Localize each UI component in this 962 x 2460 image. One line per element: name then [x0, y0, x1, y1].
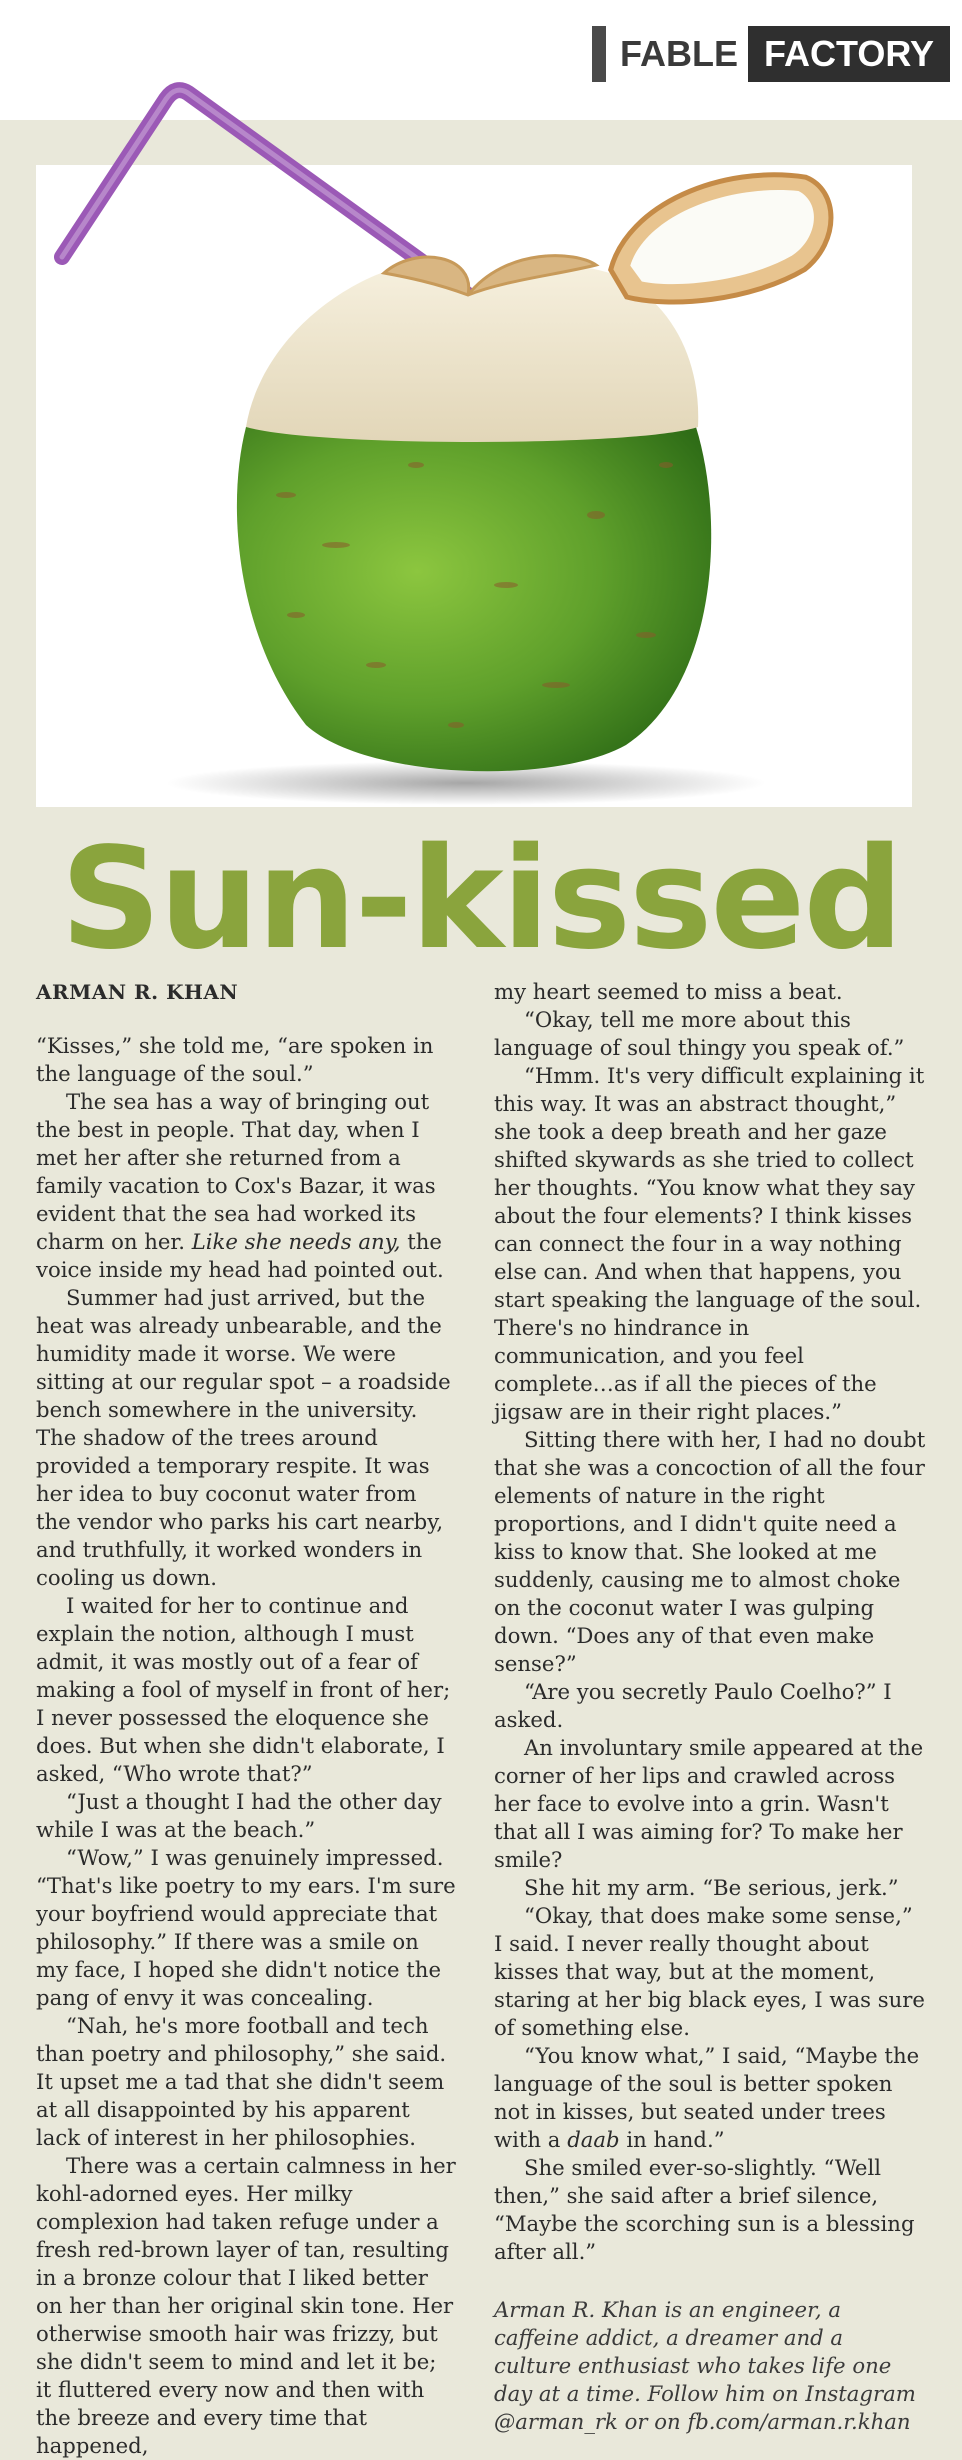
article-column-right — [494, 978, 926, 2436]
top-banner — [0, 0, 962, 120]
brand-factory: FACTORY — [748, 26, 950, 82]
paragraph: “Hmm. It's very difficult explaining it this way. It was an abstract thought,” she took a deep breath and her gaze shifted skywards as she tried to collect her thoughts. “You know what they say about the four elements? I think kisses can connect the four in a way nothing else can. And when that happens, you start speaking the language of the soul. There's no hindrance in communication, and you feel complete…as if all the pieces of the jigsaw are in their right places.” — [494, 1063, 925, 1424]
paragraph: She hit my arm. “Be serious, jerk.” — [524, 1875, 899, 1900]
coconut-photo — [36, 165, 912, 807]
coconut-lid — [597, 160, 843, 319]
article-title: Sun-kissed — [60, 818, 902, 981]
paragraph: “You know what,” I said, “Maybe the language of the soul is better spoken not in kisses, but seated under trees with a daab in hand.” — [494, 2043, 920, 2152]
paragraph: An involuntary smile appeared at the corner of her lips and crawled across her face to evolve into a grin. Wasn't that all I was aiming for? To make her smile? — [494, 1735, 924, 1872]
coconut-shell — [237, 427, 711, 771]
paragraph: I waited for her to continue and explain the notion, although I must admit, it was mostly out of a fear of making a fool of myself in front of her; I never possessed the eloquence she does. But when she didn't elaborate, I asked, “Who wrote that?” — [36, 1593, 451, 1786]
paragraph: Summer had just arrived, but the heat was already unbearable, and the humidity made it worse. We were sitting at our regular spot – a roadside bench somewhere in the university. The shadow of the trees around provided a temporary respite. It was her idea to buy coconut water from the vendor who parks his cart nearby, and truthfully, it worked wonders in cooling us down. — [36, 1285, 451, 1590]
italic-word: daab — [567, 2127, 620, 2152]
italic-phrase: Like she needs any, — [191, 1229, 401, 1254]
author-byline: ARMAN R. KHAN — [36, 980, 239, 1004]
paragraph: “Nah, he's more football and tech than poetry and philosophy,” she said. It upset me a tad that she didn't seem at all disappointed by his apparent lack of interest in her philosophies. — [36, 2013, 447, 2150]
paragraph: “Okay, that does make some sense,” I said. I never really thought about kisses that way, but at the moment, staring at her big black eyes, I was sure of something else. — [494, 1903, 925, 2040]
paragraph: The sea has a way of bringing out the best in people. That day, when I met her after she returned from a family vacation to Cox's Bazar, it was evident that the sea had worked its charm on her. Like she needs any, the voice inside my head had pointed out. — [36, 1089, 444, 1282]
author-bio: Arman R. Khan is an engineer, a caffeine addict, a dreamer and a culture enthusiast who takes life one day at a time. Follow him on Instagram @arman_rk or on fb.com/arman.r.khan — [494, 2297, 916, 2434]
paragraph: “Just a thought I had the other day while I was at the beach.” — [36, 1789, 442, 1842]
paragraph: my heart seemed to miss a beat. — [494, 979, 843, 1004]
coconut-illustration — [36, 165, 912, 807]
paragraph: “Kisses,” she told me, “are spoken in the language of the soul.” — [36, 1033, 434, 1086]
paragraph: Sitting there with her, I had no doubt that she was a concoction of all the four elements of nature in the right proportions, and I didn't quite need a kiss to know that. She looked at me suddenly, causing me to almost choke on the coconut water I was gulping down. “Does any of that even make sense?” — [494, 1427, 926, 1676]
article-column-left — [36, 978, 456, 2460]
paragraph: There was a certain calmness in her kohl-adorned eyes. Her milky complexion had taken refuge under a fresh red-brown layer of tan, resulting in a bronze colour that I liked better on her than her original skin tone. Her otherwise smooth hair was frizzy, but she didn't seem to mind and let it be; it fluttered every now and then with the breeze and every time that happened, — [36, 2153, 456, 2458]
paragraph: “Wow,” I was genuinely impressed. “That's like poetry to my ears. I'm sure your boyfriend would appreciate that philosophy.” If there was a smile on my face, I hoped she didn't notice the pang of envy it was concealing. — [36, 1845, 456, 2010]
paragraph: She smiled ever-so-slightly. “Well then,” she said after a brief silence, “Maybe the scorching sun is a blessing after all.” — [494, 2155, 915, 2264]
paragraph: “Are you secretly Paulo Coelho?” I asked. — [494, 1679, 892, 1732]
section-brand — [592, 26, 950, 82]
paragraph: “Okay, tell me more about this language of soul thingy you speak of.” — [494, 1007, 905, 1060]
brand-bar — [592, 26, 606, 82]
brand-fable: FABLE — [619, 33, 738, 74]
